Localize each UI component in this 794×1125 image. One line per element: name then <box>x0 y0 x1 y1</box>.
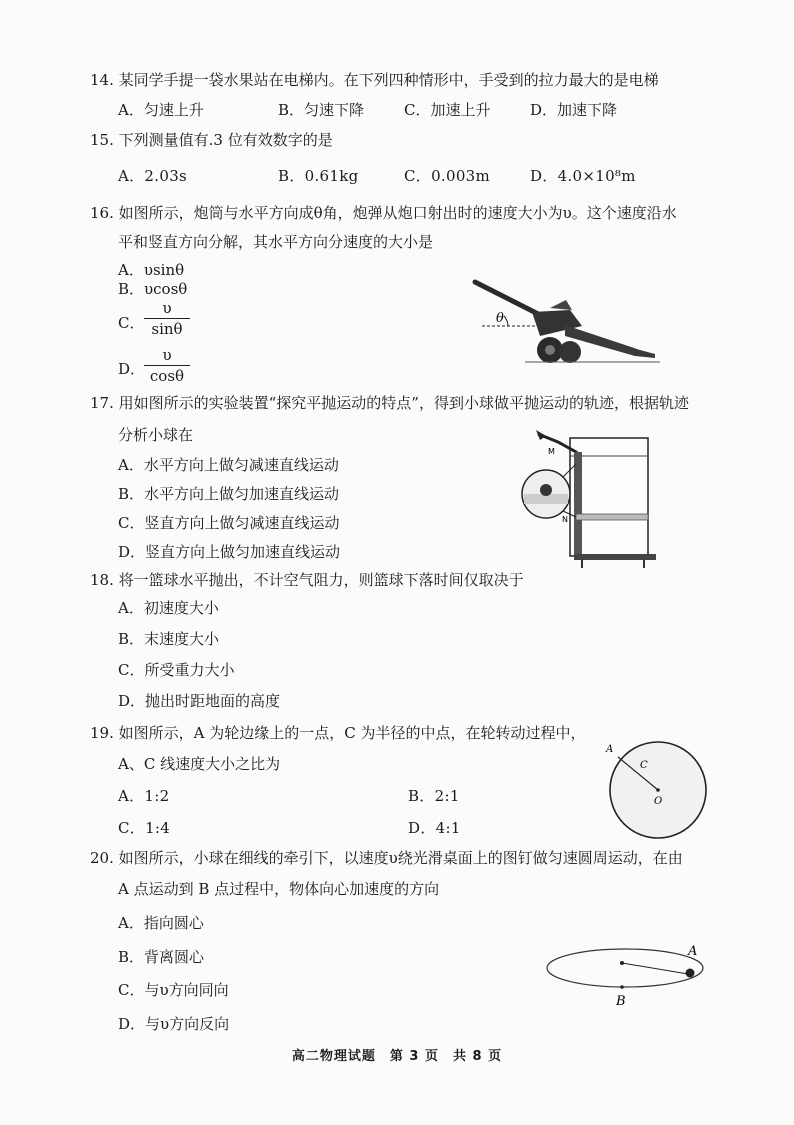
label-a: A <box>606 744 614 755</box>
q15-stem: 15. 下列测量值有.3 位有效数字的是 <box>90 131 333 149</box>
q14-option-c: C．加速上升 <box>404 101 491 119</box>
q16-option-b: B．υcosθ <box>118 280 188 298</box>
q16-fraction-d-denominator: cosθ <box>149 367 185 385</box>
q20-stem-line1: 20. 如图所示，小球在细线的牵引下，以速度υ绕光滑桌面上的图钉做匀速圆周运动，在由 <box>90 849 683 867</box>
q14-option-b: B．匀速下降 <box>278 101 365 119</box>
label-n: N <box>562 515 568 524</box>
q16-fraction-d-numerator: υ <box>162 346 172 364</box>
q20-option-b: B．背离圆心 <box>118 948 205 966</box>
q14-option-d: D．加速下降 <box>530 101 618 119</box>
q19-option-c: C．1:4 <box>118 819 171 837</box>
projectile-apparatus-figure <box>518 422 668 572</box>
q15-option-c: C．0.003m <box>404 167 491 185</box>
q19-stem-line1: 19. 如图所示，A 为轮边缘上的一点，C 为半径的中点，在轮转动过程中， <box>90 724 586 742</box>
label-a: A <box>688 944 698 959</box>
q16-fraction-c-numerator: υ <box>162 299 172 317</box>
cannon-figure <box>470 270 670 370</box>
q15-option-b: B．0.61kg <box>278 167 359 185</box>
q20-option-d: D．与υ方向反向 <box>118 1015 230 1033</box>
q20-option-c: C．与υ方向同向 <box>118 981 229 999</box>
q16-option-c: C． <box>118 314 145 332</box>
q17-option-a: A．水平方向上做匀减速直线运动 <box>118 456 339 474</box>
q16-stem-line2: 平和竖直方向分解，其水平方向分速度的大小是 <box>118 233 434 251</box>
q17-stem-line1: 17. 用如图所示的实验装置“探究平抛运动的特点”，得到小球做平抛运动的轨迹，根据轨迹 <box>90 394 689 412</box>
q17-option-b: B．水平方向上做匀加速直线运动 <box>118 485 340 503</box>
theta-label: θ <box>496 311 504 326</box>
label-b: B <box>616 994 626 1009</box>
q16-fraction-c-denominator: sinθ <box>151 320 183 338</box>
q14-option-a: A．匀速上升 <box>118 101 204 119</box>
q15-option-d: D．4.0×10⁸m <box>530 167 636 185</box>
q16-fraction-d <box>144 346 190 385</box>
fraction-bar <box>144 318 190 319</box>
q20-option-a: A．指向圆心 <box>118 914 204 932</box>
q18-option-b: B．末速度大小 <box>118 630 220 648</box>
circular-motion-figure <box>540 935 710 1010</box>
page-footer: 高二物理试题 第 3 页 共 8 页 <box>291 1049 503 1064</box>
q16-stem-line1: 16. 如图所示，炮筒与水平方向成θ角，炮弹从炮口射出时的速度大小为υ。这个速度沿水 <box>90 204 677 222</box>
q16-option-d: D． <box>118 360 146 378</box>
label-o: O <box>654 796 663 807</box>
q16-fraction-c <box>144 299 190 338</box>
q18-option-c: C．所受重力大小 <box>118 661 235 679</box>
q18-option-d: D．抛出时距地面的高度 <box>118 692 281 710</box>
wheel-figure <box>600 730 720 840</box>
q14-stem: 14. 某同学手提一袋水果站在电梯内。在下列四种情形中，手受到的拉力最大的是电梯 <box>90 71 659 89</box>
q17-option-c: C．竖直方向上做匀减速直线运动 <box>118 514 340 532</box>
q17-stem-line2: 分析小球在 <box>118 426 194 444</box>
q15-option-a: A．2.03s <box>118 167 188 185</box>
q18-stem: 18. 将一篮球水平抛出，不计空气阻力，则篮球下落时间仅取决于 <box>90 571 524 589</box>
q19-option-d: D．4:1 <box>408 819 461 837</box>
label-c: C <box>640 760 648 771</box>
q17-option-d: D．竖直方向上做匀加速直线运动 <box>118 543 341 561</box>
label-m: M <box>548 447 555 456</box>
q19-option-b: B．2:1 <box>408 787 460 805</box>
q16-option-a: A．υsinθ <box>118 261 185 279</box>
fraction-bar <box>144 365 190 366</box>
q20-stem-line2: A 点运动到 B 点过程中，物体向心加速度的方向 <box>118 880 440 898</box>
q18-option-a: A．初速度大小 <box>118 599 219 617</box>
q19-stem-line2: A、C 线速度大小之比为 <box>118 755 281 773</box>
q19-option-a: A．1:2 <box>118 787 170 805</box>
